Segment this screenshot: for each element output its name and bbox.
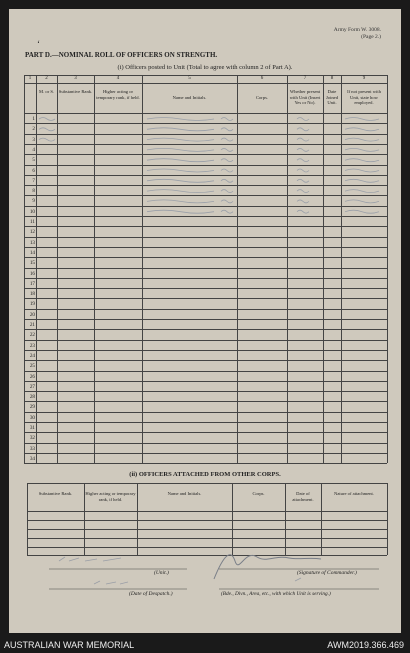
row-number: 32: [29, 435, 35, 442]
table2-column-header: Substantive Rank.: [38, 491, 73, 496]
row-number: 2: [32, 126, 35, 133]
row-number: 21: [29, 322, 35, 328]
formation-label: (Bde., Divn., Area, etc., with which Unit is serving.): [221, 591, 331, 597]
row-number: 30: [29, 414, 35, 421]
row-number: 10: [29, 208, 35, 215]
row-number: 13: [29, 239, 35, 246]
row-number: 12: [29, 229, 35, 236]
table2-column-header: Higher acting or temporary rank, if held.: [85, 491, 136, 502]
row-number: 23: [29, 342, 35, 349]
column-number: 4: [116, 76, 120, 81]
row-number: 26: [29, 373, 35, 380]
formation-handwriting: [295, 578, 301, 581]
commander-label: (Signature of Commander.): [297, 570, 357, 576]
row-number: 20: [29, 311, 35, 318]
form-sheet: [9, 9, 401, 633]
row-number: 9: [32, 198, 35, 205]
column-header: Name and Initials.: [172, 95, 207, 100]
row-number: 19: [29, 301, 35, 308]
row-number: 18: [29, 291, 35, 298]
column-header: Date Joined Unit.: [326, 89, 338, 106]
row-number: 4: [32, 146, 35, 153]
signature-block-lines: [9, 9, 401, 633]
column-number: 9: [362, 76, 366, 81]
column-header: Higher acting or temporary rank, if held.: [96, 89, 140, 100]
binding-mark: ʻ: [37, 39, 40, 49]
row-number: 16: [29, 270, 35, 277]
row-number: 7: [32, 177, 35, 184]
row-number: 24: [29, 352, 35, 359]
footer-bar: [0, 637, 410, 653]
row-number: 15: [29, 260, 35, 267]
row-number: 25: [29, 363, 35, 370]
footer-credit: AUSTRALIAN WAR MEMORIAL: [4, 640, 135, 650]
row-number: 3: [32, 136, 35, 143]
column-number: 8: [330, 76, 334, 81]
column-number: 7: [303, 76, 307, 81]
table2-column-header: Nature of attachment.: [334, 491, 374, 496]
footer-accession: AWM2019.366.469: [327, 640, 404, 650]
column-header: Corps.: [255, 95, 269, 100]
row-number: 6: [32, 167, 35, 174]
row-number: 31: [29, 425, 35, 431]
column-header: Substantive Rank.: [58, 89, 93, 94]
part-title: PART D.—NOMINAL ROLL OF OFFICERS ON STRENGTH.: [25, 51, 218, 59]
column-number: 6: [260, 76, 264, 81]
row-number: 28: [29, 394, 35, 401]
despatch-label: (Date of Despatch.): [129, 591, 173, 597]
row-number: 27: [29, 383, 35, 390]
section2-title: (ii) OFFICERS ATTACHED FROM OTHER CORPS.: [129, 471, 281, 478]
date-handwriting: [94, 581, 128, 584]
column-header: M. or S.: [38, 89, 55, 94]
section1-title: (i) Officers posted to Unit (Total to agree with column 2 of Part A).: [117, 64, 293, 71]
row-number: 8: [32, 188, 35, 195]
form-id-line: Army Form W. 3008.: [333, 27, 381, 33]
column-header: If not present with Unit, state how employed.: [347, 89, 381, 106]
row-number: 5: [32, 157, 35, 164]
table2-column-header: Date of attachment.: [292, 491, 314, 502]
row-number: 1: [32, 116, 35, 122]
row-number: 14: [29, 249, 35, 256]
table2-column-header: Corps.: [252, 491, 265, 496]
unit-label: (Unit.): [154, 570, 169, 576]
column-header: Whether present with Unit (Insert Yes or No).: [289, 89, 321, 106]
column-number: 2: [45, 76, 48, 81]
column-number: 3: [74, 76, 77, 81]
row-number: 34: [29, 455, 35, 462]
form-page-line: (Page 2.): [361, 34, 381, 40]
row-number: 17: [29, 280, 35, 287]
row-number: 33: [29, 445, 35, 452]
unit-handwriting: [59, 557, 121, 561]
row-number: 22: [29, 332, 35, 339]
column-number: 1: [28, 76, 32, 81]
table2-column-header: Name and Initials.: [167, 491, 202, 496]
column-number: 5: [188, 76, 191, 81]
row-number: 29: [29, 404, 35, 411]
row-number: 11: [30, 219, 35, 225]
